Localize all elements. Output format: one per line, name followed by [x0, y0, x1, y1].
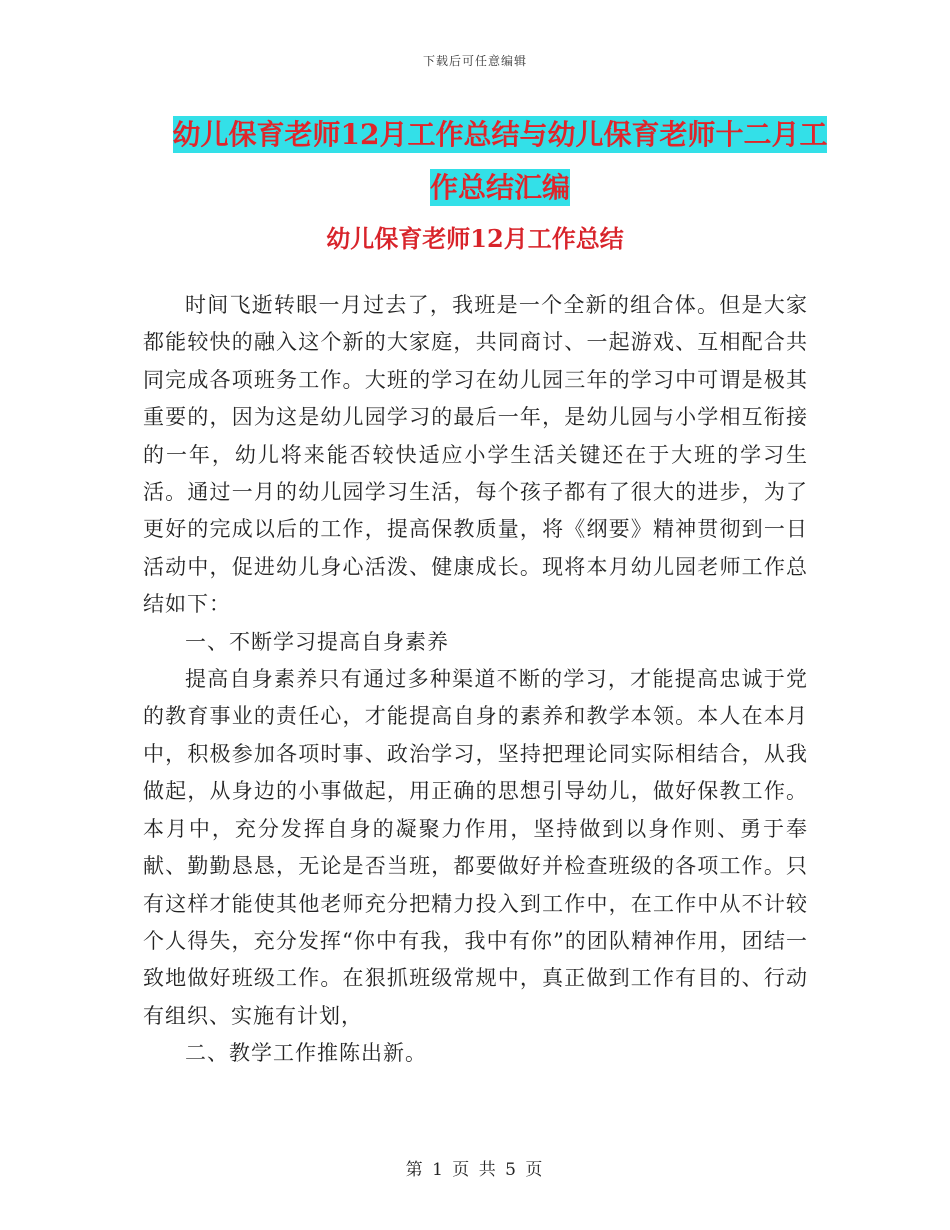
heading-section-2: 二、教学工作推陈出新。 — [185, 1041, 427, 1066]
download-note: 下载后可任意编辑 — [422, 54, 527, 68]
document-title — [140, 108, 860, 214]
paragraph-section-1: 提高自身素养只有通过多种渠道不断的学习，才能提高忠诚于党的教育事业的责任心，才能提高自身的素养和教学本领。本人在本月中，积极参加各项时事、政治学习，坚持把理论同实际相结合，从我做起，从身边的小事做起，用正确的思想引导幼儿，做好保教工作。本月中，充分发挥自身的凝聚力作用，坚持做到以身作则、勇于奉献、勤勤恳恳，无论是否当班，都要做好并检查班级的各项工作。只有这样才能使其他老师充分把精力投入到工作中，在工作中从不计较个人得失，充分发挥“你中有我，我中有你”的团队精神作用，团结一致地做好班级工作。在狠抓班级常规中，真正做到工作有目的、行动有组织、实施有计划， — [143, 667, 808, 1028]
section-title: 幼儿保育老师12月工作总结 — [326, 224, 624, 253]
paragraph-intro: 时间飞逝转眼一月过去了，我班是一个全新的组合体。但是大家都能较快的融入这个新的大家庭，共同商讨、一起游戏、互相配合共同完成各项班务工作。大班的学习在幼儿园三年的学习中可谓是极其重要的，因为这是幼儿园学习的最后一年，是幼儿园与小学相互衔接的一年，幼儿将来能否较快适应小学生活关键还在于大班的学习生活。通过一月的幼儿园学习生活，每个孩子都有了很大的进步，为了更好的完成以后的工作，提高保教质量，将《纲要》精神贯彻到一日活动中，促进幼儿身心活泼、健康成长。现将本月幼儿园老师工作总结如下： — [143, 293, 808, 617]
heading-section-1: 一、不断学习提高自身素养 — [185, 629, 449, 654]
page-number-footer: 第 1 页 共 5 页 — [405, 1160, 545, 1180]
title-line-2: 作总结汇编 — [429, 171, 570, 204]
document-body — [143, 287, 808, 1073]
title-line-1: 幼儿保育老师12月工作总结与幼儿保育老师十二月工 — [172, 118, 828, 151]
